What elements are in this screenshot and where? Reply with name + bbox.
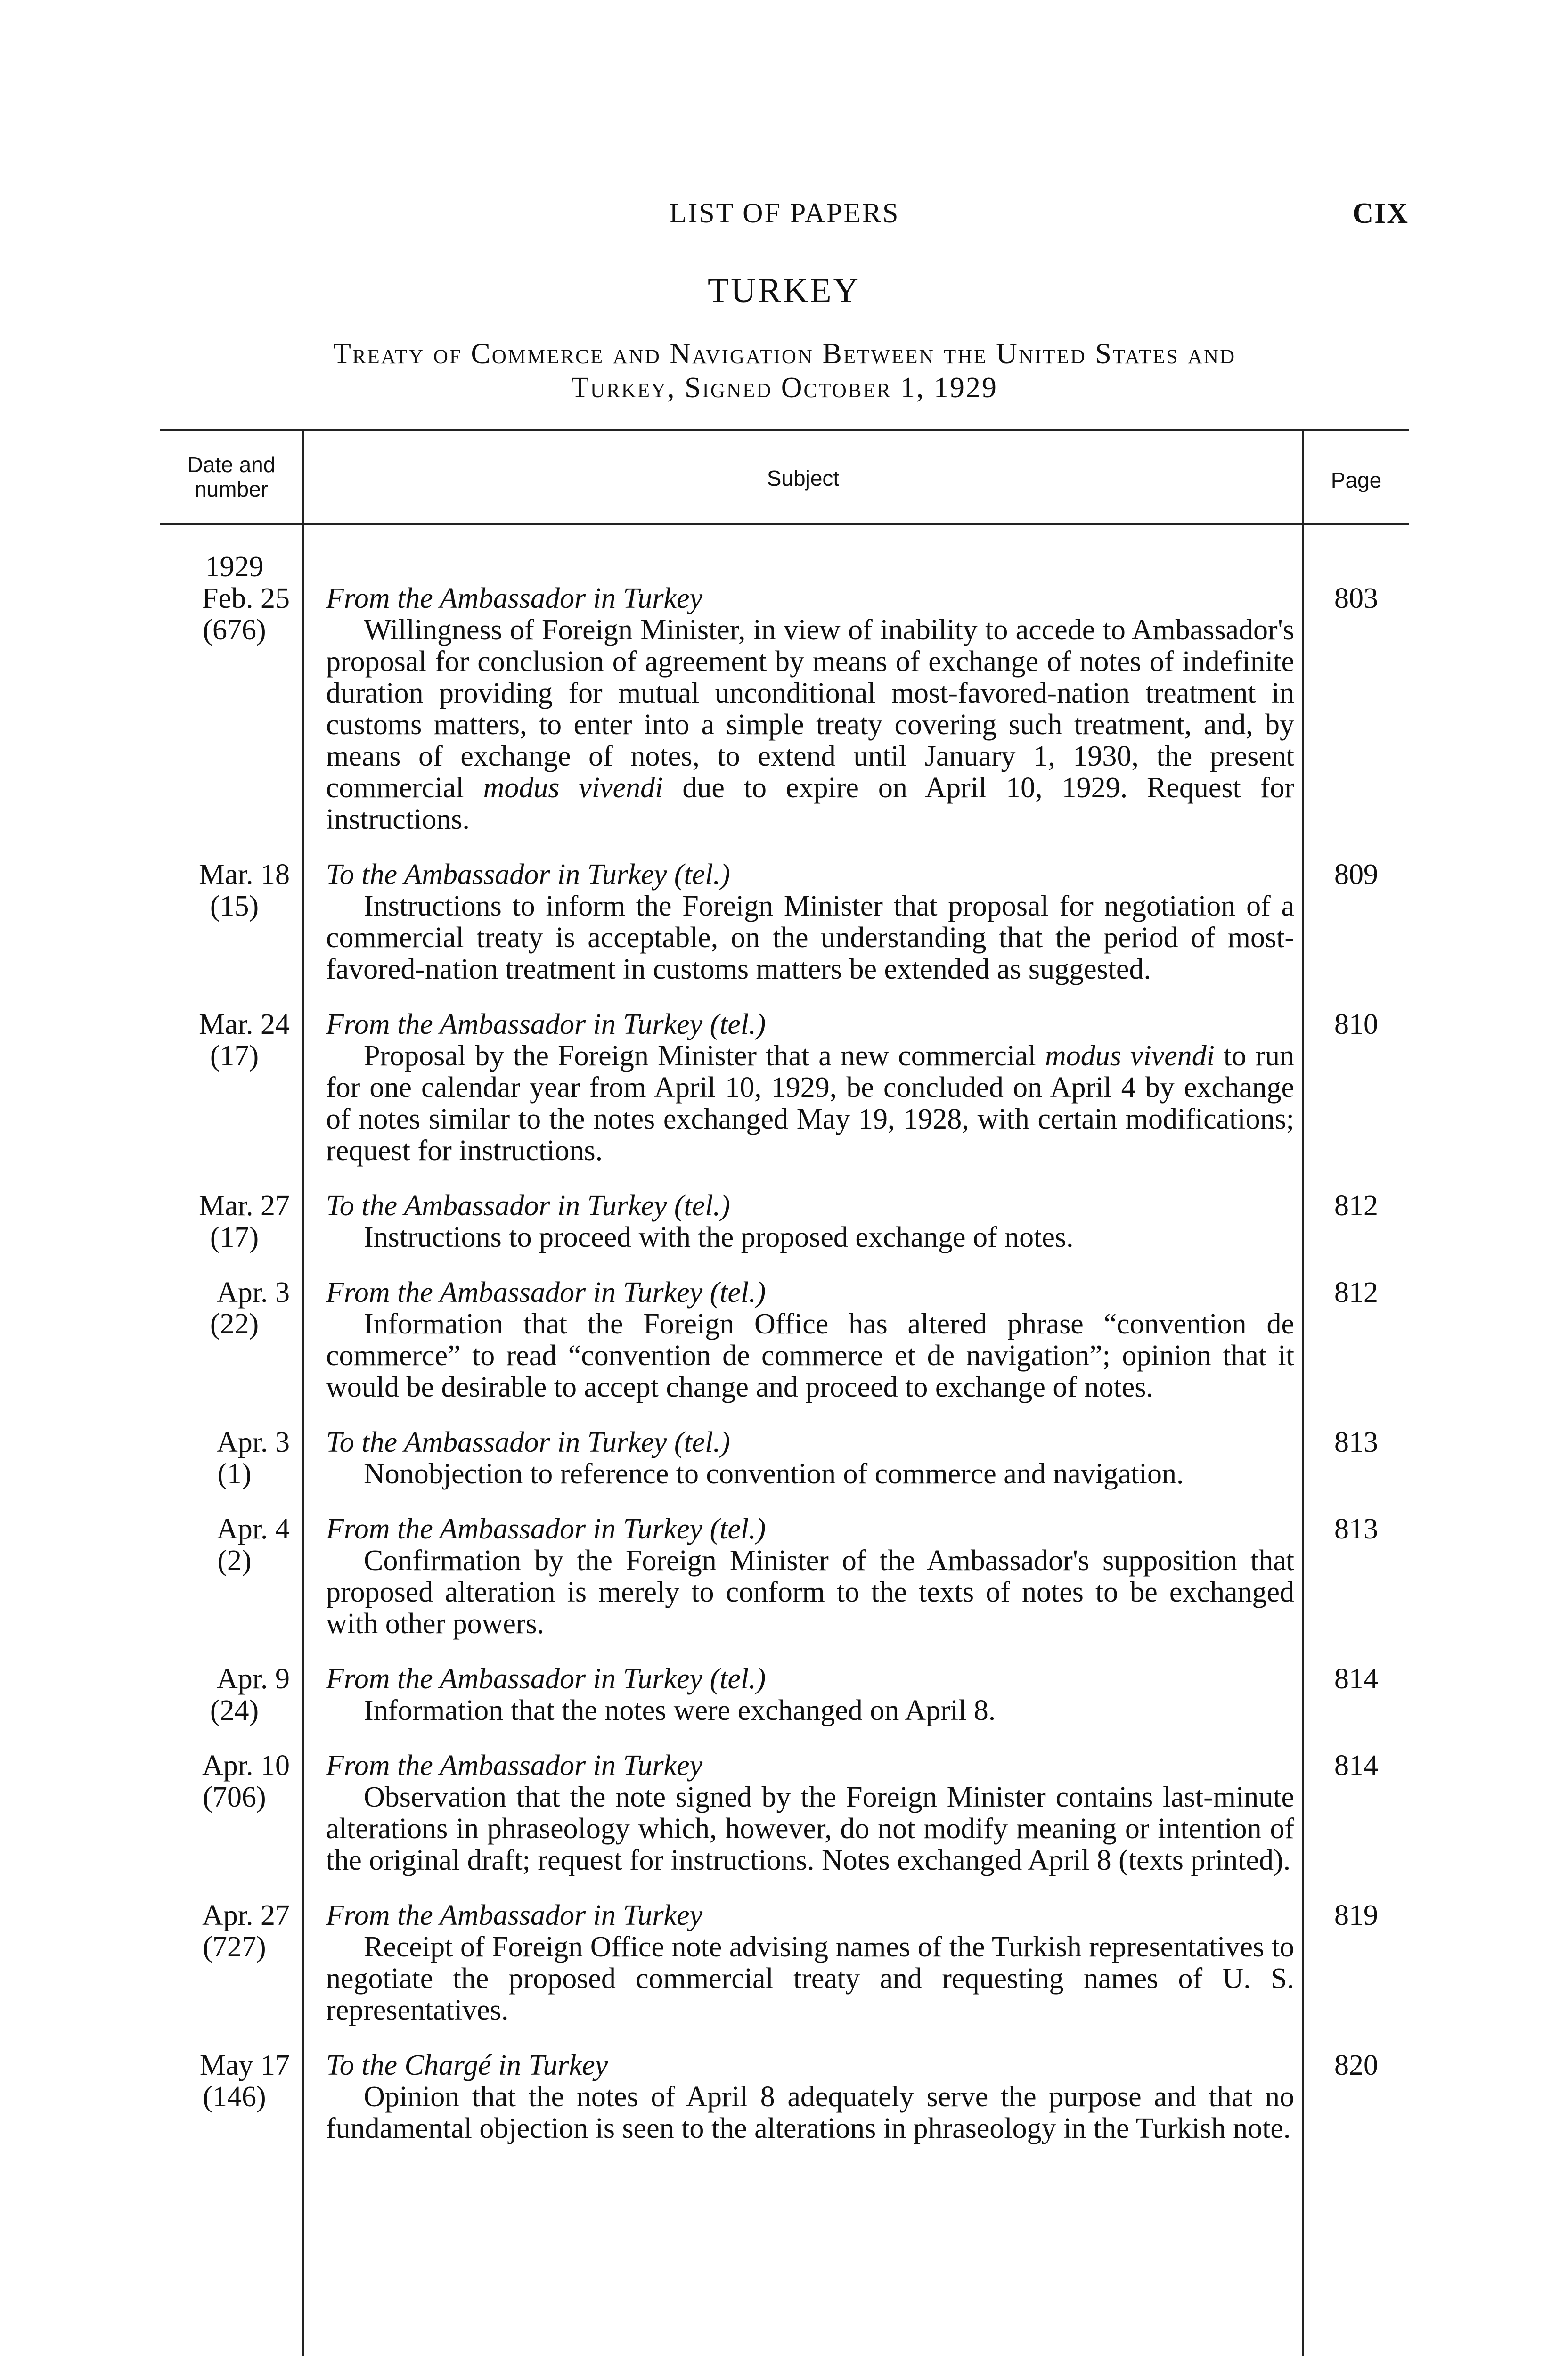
row-summary: [326, 891, 1294, 985]
row-number: (17): [210, 1221, 259, 1253]
row-summary-text: Receipt of Foreign Office note advising names of the Turkish representatives to negotiate the proposed commercial treaty and requesting names of U. S. representatives.: [326, 1931, 1294, 2026]
row-subject-cell: [326, 1190, 1294, 1253]
table-row: [160, 1427, 1409, 1490]
row-summary: [326, 1222, 1294, 1253]
row-page-number: 812: [1334, 1190, 1378, 1222]
table-row: [160, 1190, 1409, 1253]
row-date: Apr. 27: [202, 1899, 290, 1931]
row-date-cell: [160, 1900, 290, 1963]
row-summary: [326, 1782, 1294, 1876]
header-date-line-2: number: [195, 477, 268, 501]
row-correspondent: To the Chargé in Turkey: [326, 2049, 608, 2081]
row-summary-text: Opinion that the notes of April 8 adequately serve the purpose and that no fundamental objection is seen to the alterations in phraseology in the Turkish note.: [326, 2081, 1294, 2144]
row-date-cell: [160, 1277, 290, 1340]
row-date-cell: [160, 1009, 290, 1072]
row-summary-text: Nonobjection to reference to convention of commerce and navigation.: [364, 1458, 1184, 1490]
row-number: (17): [210, 1040, 259, 1072]
row-correspondent: From the Ambassador in Turkey (tel.): [326, 1663, 766, 1695]
row-correspondent: From the Ambassador in Turkey: [326, 1750, 703, 1782]
header-date-line-1: Date and: [187, 452, 276, 477]
running-title: LIST OF PAPERS: [669, 197, 900, 229]
row-page-number: 809: [1334, 859, 1378, 891]
header-date-number: [160, 452, 302, 501]
row-summary: [326, 2081, 1294, 2144]
row-date: Mar. 24: [199, 1008, 290, 1040]
row-summary-text-continued: to run for one calendar year from April 10, 1929, be concluded on April 4 by exchange of notes similar to the notes exchanged May 19, 1928, with certain modifications; request for instructions.: [326, 1040, 1294, 1167]
section-title-line-2: Turkey, Signed October 1, 1929: [571, 372, 998, 404]
row-summary-text: Confirmation by the Foreign Minister of the Ambassador's supposition that proposed alteration is merely to conform to the texts of notes to be exchanged with other powers.: [326, 1545, 1294, 1640]
row-summary-text: Instructions to proceed with the proposed exchange of notes.: [364, 1221, 1074, 1253]
row-summary-text: Instructions to inform the Foreign Minister that proposal for negotiation of a commercial treaty is acceptable, on the understanding that the period of most-favored-nation treatment in customs matters be extended as suggested.: [326, 890, 1294, 985]
row-date-cell: [160, 859, 290, 922]
row-number: (22): [210, 1308, 259, 1340]
papers-table: [160, 429, 1409, 2356]
row-correspondent: From the Ambassador in Turkey (tel.): [326, 1513, 766, 1545]
table-header-rule: [160, 523, 1409, 525]
row-subject-cell: [326, 1663, 1294, 1726]
row-summary-text: Willingness of Foreign Minister, in view of inability to accede to Ambassador's proposal for conclusion of agreement by means of exchange of notes of indefinite duration providing for mutual unconditional most-favored-nation treatment in customs matters, to enter into a simple treaty covering such treatment, and, by means of exchange of notes, to extend until January 1, 1930, the present commercial: [326, 614, 1294, 804]
row-summary: [326, 1931, 1294, 2026]
row-date-cell: [160, 1663, 290, 1726]
row-date: Mar. 27: [199, 1190, 290, 1222]
row-subject-cell: [326, 1277, 1294, 1403]
row-date-cell: [160, 2050, 290, 2113]
table-row: [160, 2050, 1409, 2144]
row-correspondent: From the Ambassador in Turkey (tel.): [326, 1276, 766, 1309]
row-summary-text: Information that the notes were exchanged on April 8.: [364, 1694, 996, 1726]
row-summary-emphasis: modus vivendi: [1045, 1040, 1215, 1072]
row-date: Apr. 9: [217, 1663, 290, 1695]
row-subject-cell: [326, 1750, 1294, 1876]
row-correspondent: From the Ambassador in Turkey: [326, 582, 703, 614]
page-folio: CIX: [1352, 197, 1409, 229]
table-row: [160, 1009, 1409, 1167]
row-page-number: 813: [1334, 1513, 1378, 1545]
header-subject: Subject: [767, 466, 840, 491]
row-summary: [326, 1458, 1294, 1490]
row-correspondent: From the Ambassador in Turkey: [326, 1899, 703, 1931]
row-date: Apr. 3: [217, 1426, 290, 1458]
table-row: [160, 1750, 1409, 1876]
row-date: May 17: [199, 2049, 290, 2081]
row-year: 1929: [205, 551, 264, 583]
row-page-number: 803: [1334, 582, 1378, 614]
running-head: [160, 197, 1409, 235]
table-row: [160, 1513, 1409, 1640]
row-number: (676): [203, 614, 266, 646]
row-number: (727): [203, 1931, 266, 1963]
table-rows: [160, 551, 1409, 2168]
row-subject-cell: [326, 859, 1294, 985]
row-page-number: 812: [1334, 1276, 1378, 1309]
row-page-number: 810: [1334, 1008, 1378, 1040]
row-subject-cell: [326, 1427, 1294, 1490]
row-summary: [326, 1309, 1294, 1403]
row-summary: [326, 614, 1294, 835]
header-page: Page: [1331, 468, 1382, 492]
section-title-line-1: Treaty of Commerce and Navigation Between the United States and: [333, 338, 1236, 370]
row-number: (2): [217, 1545, 252, 1577]
row-number: (1): [217, 1458, 252, 1490]
row-correspondent: To the Ambassador in Turkey (tel.): [326, 859, 730, 891]
row-subject-cell: [326, 551, 1294, 835]
table-row: [160, 551, 1409, 835]
row-correspondent: To the Ambassador in Turkey (tel.): [326, 1426, 730, 1458]
row-date-cell: [160, 1513, 290, 1577]
row-date-cell: [160, 1427, 290, 1490]
row-date: Feb. 25: [202, 582, 290, 614]
row-date-cell: [160, 1190, 290, 1253]
row-page-number: 820: [1334, 2049, 1378, 2081]
row-summary: [326, 1695, 1294, 1726]
row-page-number: 813: [1334, 1426, 1378, 1458]
row-date: Apr. 3: [217, 1276, 290, 1309]
row-correspondent: From the Ambassador in Turkey (tel.): [326, 1008, 766, 1040]
row-page-number: 814: [1334, 1750, 1378, 1782]
row-summary-text: Observation that the note signed by the Foreign Minister contains last-minute alterations in phraseology which, however, do not modify meaning or intention of the original draft; request for instructions. Notes exchanged April 8 (texts printed).: [326, 1781, 1294, 1876]
row-subject-cell: [326, 1900, 1294, 2026]
row-date-cell: [160, 1750, 290, 1813]
row-number: (146): [203, 2081, 266, 2113]
row-summary: [326, 1040, 1294, 1167]
row-date: Apr. 4: [217, 1513, 290, 1545]
section-country: TURKEY: [707, 271, 861, 310]
row-date: Mar. 18: [199, 859, 290, 891]
row-date-cell: [160, 551, 290, 646]
row-subject-cell: [326, 2050, 1294, 2144]
table-row: [160, 1663, 1409, 1726]
row-subject-cell: [326, 1513, 1294, 1640]
row-summary-emphasis: modus vivendi: [483, 772, 663, 804]
row-correspondent: To the Ambassador in Turkey (tel.): [326, 1190, 730, 1222]
row-number: (24): [210, 1694, 259, 1726]
table-row: [160, 1277, 1409, 1403]
table-row: [160, 1900, 1409, 2026]
table-row: [160, 859, 1409, 985]
row-summary-text: Information that the Foreign Office has altered phrase “convention de commerce” to read “convention de commerce et de navigation”; opinion that it would be desirable to accept change and proceed to exchange of notes.: [326, 1308, 1294, 1403]
row-subject-cell: [326, 1009, 1294, 1167]
row-summary: [326, 1545, 1294, 1640]
row-summary-text-continued: due to expire on April 10, 1929. Request for instructions.: [326, 772, 1294, 835]
row-summary-text: Proposal by the Foreign Minister that a new commercial: [364, 1040, 1045, 1072]
row-number: (706): [203, 1781, 266, 1813]
row-number: (15): [210, 890, 259, 922]
table-top-rule: [160, 429, 1409, 431]
row-page-number: 814: [1334, 1663, 1378, 1695]
row-date: Apr. 10: [202, 1750, 290, 1782]
section-title: [160, 337, 1409, 405]
row-page-number: 819: [1334, 1899, 1378, 1931]
